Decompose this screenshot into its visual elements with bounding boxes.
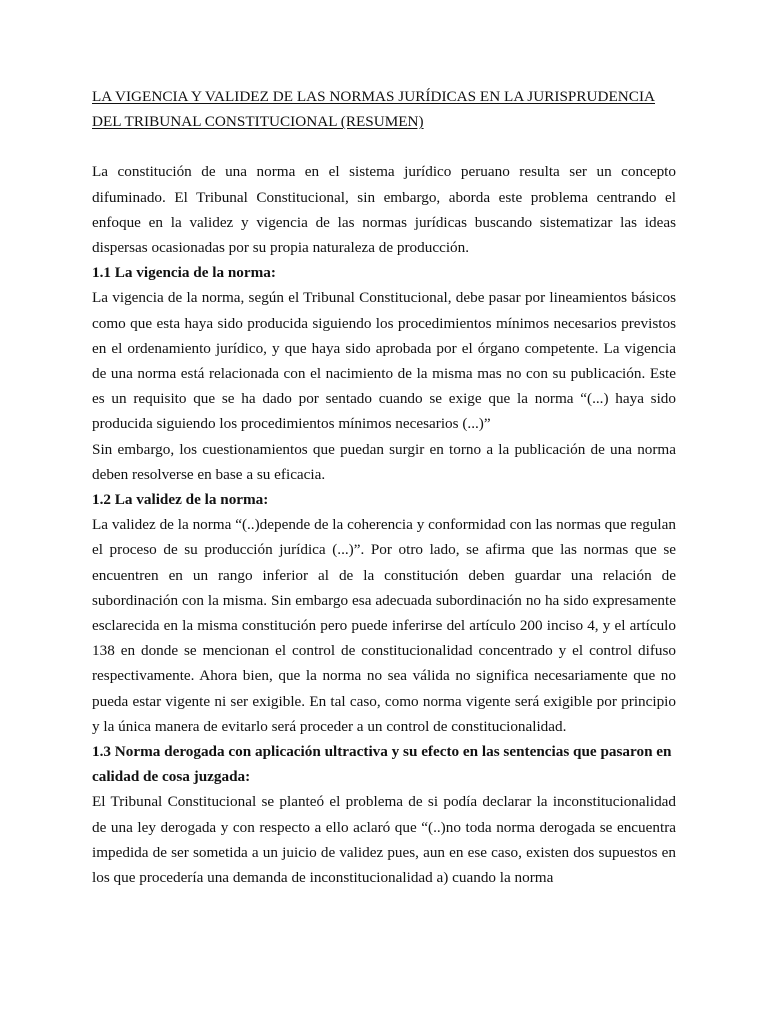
section-1-3-paragraph: El Tribunal Constitucional se planteó el problema de si podía declarar la inconstitucionalidad de una ley derogada y con respecto a ello aclaró que “(..)no toda norma derogada se encuentra impedida de ser sometida a un juicio de validez pues, aun en ese caso, existen dos supuestos en los que procedería una demanda de inconstitucionalidad a) cuando la norma <box>92 793 676 887</box>
section-1-1-paragraph: Sin embargo, los cuestionamientos que puedan surgir en torno a la publicación de una norma deben resolverse en base a su eficacia. <box>92 440 676 483</box>
document-title: LA VIGENCIA Y VALIDEZ DE LAS NORMAS JURÍDICAS EN LA JURISPRUDENCIA DEL TRIBUNAL CONSTITUCIONAL (RESUMEN) <box>92 88 656 131</box>
intro-paragraph: La constitución de una norma en el sistema jurídico peruano resulta ser un concepto difuminado. El Tribunal Constitucional, sin embargo, aborda este problema centrando el enfoque en la validez y vigencia de las normas jurídicas buscando sistematizar las ideas dispersas ocasionadas por su propia naturaleza de producción. <box>92 163 676 257</box>
section-1-1-paragraph: La vigencia de la norma, según el Tribunal Constitucional, debe pasar por lineamientos básicos como que esta haya sido producida siguiendo los procedimientos mínimos necesarios previstos en el ordenamiento jurídico, y que haya sido aprobada por el órgano competente. La vigencia de una norma está relacionada con el nacimiento de la misma mas no con su publicación. Este es un requisito que se ha dado por sentado cuando se exige que la norma “(...) haya sido producida siguiendo los procedimientos mínimos necesarios (...)” <box>92 289 676 433</box>
section-1-1-heading: 1.1 La vigencia de la norma: <box>92 264 276 282</box>
section-1-3-heading: 1.3 Norma derogada con aplicación ultractiva y su efecto en las sentencias que pasaron en calidad de cosa juzgada: <box>92 743 672 786</box>
section-1-2-paragraph: La validez de la norma “(..)depende de la coherencia y conformidad con las normas que regulan el proceso de su producción jurídica (...)”. Por otro lado, se afirma que las normas que se encuentren en un rango inferior al de la constitución deben guardar una relación de subordinación con la misma. Sin embargo esa adecuada subordinación no ha sido expresamente esclarecida en la misma constitución pero puede inferirse del artículo 200 inciso 4, y el artículo 138 en donde se mencionan el control de constitucionalidad concentrado y el control difuso respectivamente. Ahora bien, que la norma no sea válida no significa necesariamente que no pueda estar vigente ni ser exigible. En tal caso, como norma vigente será exigible por principio y la única manera de evitarlo será proceder a un control de constitucionalidad. <box>92 516 676 735</box>
section-1-2-heading: 1.2 La validez de la norma: <box>92 491 269 509</box>
document-body <box>92 84 676 890</box>
